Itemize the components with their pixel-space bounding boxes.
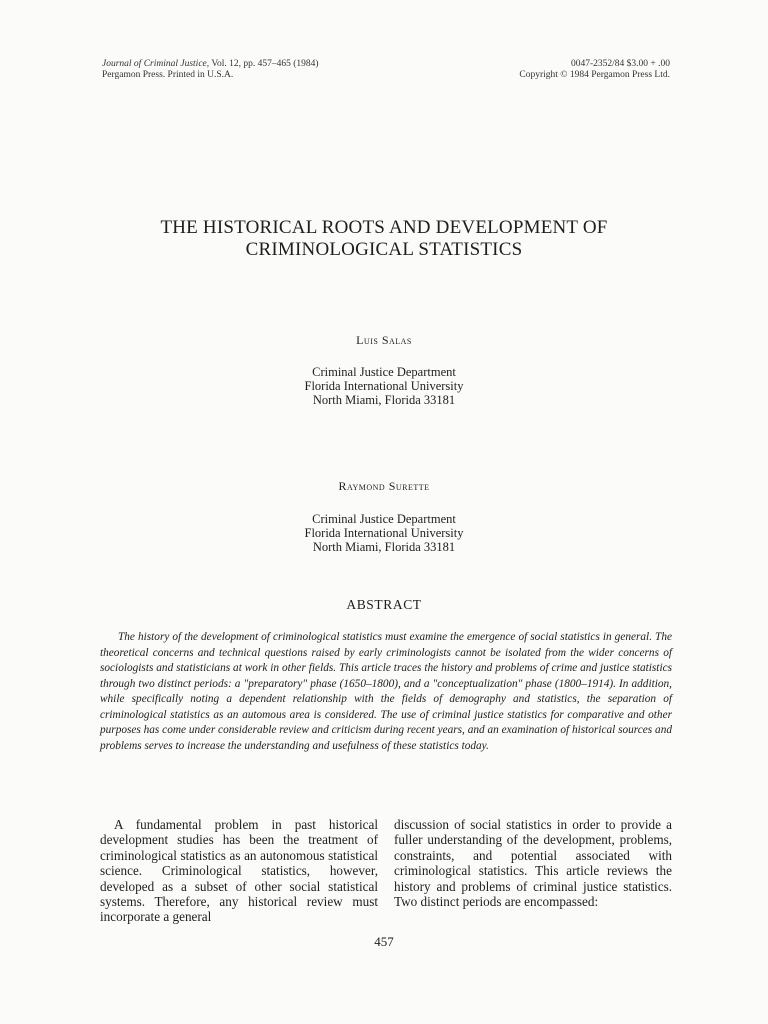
issn-price: 0047-2352/84 $3.00 + .00 (570, 59, 670, 69)
author-name-1: Luis Salas (356, 333, 412, 347)
journal-citation: Vol. 12, pp. 457–465 (1984) (209, 59, 319, 69)
author-affiliation-2 (0, 512, 768, 554)
running-header-right (519, 59, 670, 81)
publisher-line: Pergamon Press. Printed in U.S.A. (102, 70, 234, 80)
body-column-left: A fundamental problem in past historical development studies has been the treatment of criminological statistics as an autonomous statistical science. Criminological statistics, however, developed as a subset of other social statistical systems. Therefore, any historical review must incorporate a general (100, 817, 378, 925)
journal-name: Journal of Criminal Justice, (102, 59, 210, 69)
article-title (0, 217, 768, 261)
author-affiliation-1 (0, 365, 768, 407)
author-name-2: Raymond Surette (338, 479, 430, 493)
body-column-right: discussion of social statistics in order to provide a fuller understanding of the development, problems, constraints, and potential associated with criminological statistics. This article reviews the history and problems of criminal justice statistics. Two distinct periods are encompassed: (394, 817, 672, 910)
copyright-line: Copyright © 1984 Pergamon Press Ltd. (519, 70, 670, 80)
abstract-heading: ABSTRACT (346, 597, 422, 612)
affiliation-address: North Miami, Florida 33181 (312, 393, 456, 407)
page-number: 457 (374, 934, 394, 949)
title-line-2: CRIMINOLOGICAL STATISTICS (245, 239, 523, 260)
running-header-left (102, 59, 319, 81)
title-line-1: THE HISTORICAL ROOTS AND DEVELOPMENT OF (160, 217, 608, 238)
affiliation-department: Criminal Justice Department (312, 512, 456, 526)
affiliation-department: Criminal Justice Department (312, 365, 456, 379)
abstract-text: The history of the development of criminological statistics must examine the emergence of social statistics in general. The theoretical concerns and technical questions raised by early criminologists cannot be isolated from the wider concerns of sociologists and statisticians at work in other fields. This article traces the history and problems of crime and justice statistics through two distinct periods: a "preparatory" phase (1650–1800), and a "conceptualization" phase (1800–1914). In addition, while specifically noting a dependent relationship with the fields of demography and statistics, the separation of criminological statistics as an automous area is considered. The use of criminal justice statistics for comparative and other purposes has come under considerable review and criticism during recent years, and an examination of historical sources and problems serves to increase the understanding and usefulness of these statistics today. (100, 631, 672, 752)
affiliation-university: Florida International University (304, 526, 464, 540)
affiliation-university: Florida International University (304, 379, 464, 393)
affiliation-address: North Miami, Florida 33181 (312, 540, 456, 554)
